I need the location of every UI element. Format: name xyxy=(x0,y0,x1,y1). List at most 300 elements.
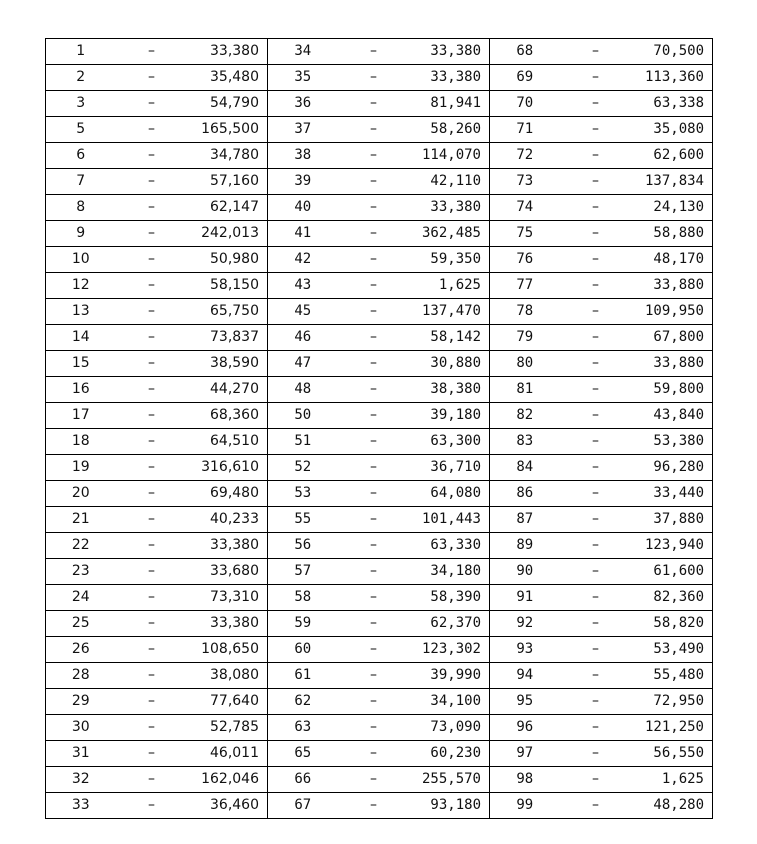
amount-cell: 33,380 xyxy=(410,195,490,221)
dash-cell: – xyxy=(116,611,188,637)
dash-cell: – xyxy=(338,403,410,429)
item-number-cell: 9 xyxy=(46,221,116,247)
dash-cell: – xyxy=(116,715,188,741)
table-row xyxy=(46,117,713,143)
amount-cell: 123,302 xyxy=(410,637,490,663)
item-number-cell: 36 xyxy=(268,91,338,117)
dash-cell: – xyxy=(116,247,188,273)
item-number-cell: 68 xyxy=(490,39,560,65)
dash-cell: – xyxy=(116,637,188,663)
item-number-cell: 65 xyxy=(268,741,338,767)
amount-cell: 69,480 xyxy=(188,481,268,507)
table-row xyxy=(46,403,713,429)
dash-cell: – xyxy=(560,611,632,637)
amount-cell: 60,230 xyxy=(410,741,490,767)
amount-cell: 52,785 xyxy=(188,715,268,741)
dash-cell: – xyxy=(116,689,188,715)
item-number-cell: 40 xyxy=(268,195,338,221)
dash-cell: – xyxy=(338,377,410,403)
item-number-cell: 72 xyxy=(490,143,560,169)
item-number-cell: 2 xyxy=(46,65,116,91)
item-number-cell: 41 xyxy=(268,221,338,247)
dash-cell: – xyxy=(338,741,410,767)
item-number-cell: 82 xyxy=(490,403,560,429)
dash-cell: – xyxy=(338,273,410,299)
dash-cell: – xyxy=(116,65,188,91)
amount-cell: 33,440 xyxy=(632,481,713,507)
dash-cell: – xyxy=(116,585,188,611)
table-row xyxy=(46,741,713,767)
item-number-cell: 92 xyxy=(490,611,560,637)
amount-cell: 72,950 xyxy=(632,689,713,715)
dash-cell: – xyxy=(338,221,410,247)
dash-cell: – xyxy=(338,611,410,637)
amount-cell: 162,046 xyxy=(188,767,268,793)
amount-cell: 63,330 xyxy=(410,533,490,559)
dash-cell: – xyxy=(560,429,632,455)
table-row xyxy=(46,767,713,793)
amount-cell: 165,500 xyxy=(188,117,268,143)
amount-cell: 38,380 xyxy=(410,377,490,403)
dash-cell: – xyxy=(560,169,632,195)
item-number-cell: 53 xyxy=(268,481,338,507)
dash-cell: – xyxy=(560,247,632,273)
item-number-cell: 28 xyxy=(46,663,116,689)
amount-cell: 37,880 xyxy=(632,507,713,533)
item-number-cell: 34 xyxy=(268,39,338,65)
table-body xyxy=(46,39,713,819)
table-row xyxy=(46,455,713,481)
dash-cell: – xyxy=(116,117,188,143)
dash-cell: – xyxy=(116,767,188,793)
item-number-cell: 47 xyxy=(268,351,338,377)
dash-cell: – xyxy=(116,273,188,299)
item-number-cell: 62 xyxy=(268,689,338,715)
dash-cell: – xyxy=(116,325,188,351)
dash-cell: – xyxy=(116,741,188,767)
item-number-cell: 61 xyxy=(268,663,338,689)
dash-cell: – xyxy=(338,663,410,689)
table-row xyxy=(46,351,713,377)
dash-cell: – xyxy=(338,247,410,273)
number-amount-table xyxy=(45,38,713,819)
dash-cell: – xyxy=(560,715,632,741)
dash-cell: – xyxy=(338,689,410,715)
table-row xyxy=(46,325,713,351)
item-number-cell: 80 xyxy=(490,351,560,377)
dash-cell: – xyxy=(560,143,632,169)
amount-cell: 56,550 xyxy=(632,741,713,767)
item-number-cell: 37 xyxy=(268,117,338,143)
dash-cell: – xyxy=(560,585,632,611)
amount-cell: 30,880 xyxy=(410,351,490,377)
dash-cell: – xyxy=(338,325,410,351)
item-number-cell: 78 xyxy=(490,299,560,325)
item-number-cell: 84 xyxy=(490,455,560,481)
item-number-cell: 50 xyxy=(268,403,338,429)
item-number-cell: 21 xyxy=(46,507,116,533)
dash-cell: – xyxy=(116,663,188,689)
item-number-cell: 66 xyxy=(268,767,338,793)
item-number-cell: 42 xyxy=(268,247,338,273)
amount-cell: 34,180 xyxy=(410,559,490,585)
item-number-cell: 6 xyxy=(46,143,116,169)
amount-cell: 38,590 xyxy=(188,351,268,377)
amount-cell: 62,600 xyxy=(632,143,713,169)
table-row xyxy=(46,65,713,91)
amount-cell: 59,350 xyxy=(410,247,490,273)
table-row xyxy=(46,39,713,65)
amount-cell: 1,625 xyxy=(410,273,490,299)
item-number-cell: 12 xyxy=(46,273,116,299)
amount-cell: 362,485 xyxy=(410,221,490,247)
dash-cell: – xyxy=(338,533,410,559)
amount-cell: 36,460 xyxy=(188,793,268,819)
item-number-cell: 32 xyxy=(46,767,116,793)
dash-cell: – xyxy=(560,741,632,767)
dash-cell: – xyxy=(116,429,188,455)
amount-cell: 53,380 xyxy=(632,429,713,455)
dash-cell: – xyxy=(560,637,632,663)
dash-cell: – xyxy=(560,39,632,65)
amount-cell: 33,880 xyxy=(632,273,713,299)
table-row xyxy=(46,221,713,247)
amount-cell: 63,300 xyxy=(410,429,490,455)
amount-cell: 73,310 xyxy=(188,585,268,611)
dash-cell: – xyxy=(338,169,410,195)
item-number-cell: 67 xyxy=(268,793,338,819)
dash-cell: – xyxy=(116,91,188,117)
item-number-cell: 94 xyxy=(490,663,560,689)
table-row xyxy=(46,299,713,325)
amount-cell: 57,160 xyxy=(188,169,268,195)
dash-cell: – xyxy=(338,429,410,455)
amount-cell: 123,940 xyxy=(632,533,713,559)
item-number-cell: 22 xyxy=(46,533,116,559)
table-row xyxy=(46,637,713,663)
item-number-cell: 18 xyxy=(46,429,116,455)
item-number-cell: 23 xyxy=(46,559,116,585)
amount-cell: 58,390 xyxy=(410,585,490,611)
amount-cell: 109,950 xyxy=(632,299,713,325)
table-row xyxy=(46,663,713,689)
dash-cell: – xyxy=(116,299,188,325)
item-number-cell: 19 xyxy=(46,455,116,481)
item-number-cell: 15 xyxy=(46,351,116,377)
dash-cell: – xyxy=(338,767,410,793)
amount-cell: 255,570 xyxy=(410,767,490,793)
amount-cell: 40,233 xyxy=(188,507,268,533)
amount-cell: 33,880 xyxy=(632,351,713,377)
item-number-cell: 71 xyxy=(490,117,560,143)
amount-cell: 54,790 xyxy=(188,91,268,117)
amount-cell: 53,490 xyxy=(632,637,713,663)
amount-cell: 96,280 xyxy=(632,455,713,481)
item-number-cell: 95 xyxy=(490,689,560,715)
amount-cell: 101,443 xyxy=(410,507,490,533)
dash-cell: – xyxy=(560,663,632,689)
item-number-cell: 31 xyxy=(46,741,116,767)
amount-cell: 61,600 xyxy=(632,559,713,585)
item-number-cell: 5 xyxy=(46,117,116,143)
dash-cell: – xyxy=(116,195,188,221)
amount-cell: 34,780 xyxy=(188,143,268,169)
item-number-cell: 1 xyxy=(46,39,116,65)
amount-cell: 33,380 xyxy=(410,39,490,65)
amount-cell: 36,710 xyxy=(410,455,490,481)
table-row xyxy=(46,559,713,585)
amount-cell: 113,360 xyxy=(632,65,713,91)
item-number-cell: 30 xyxy=(46,715,116,741)
amount-cell: 82,360 xyxy=(632,585,713,611)
amount-cell: 39,180 xyxy=(410,403,490,429)
table-row xyxy=(46,169,713,195)
amount-cell: 43,840 xyxy=(632,403,713,429)
dash-cell: – xyxy=(560,455,632,481)
amount-cell: 63,338 xyxy=(632,91,713,117)
dash-cell: – xyxy=(338,117,410,143)
table-row xyxy=(46,611,713,637)
amount-cell: 77,640 xyxy=(188,689,268,715)
dash-cell: – xyxy=(338,585,410,611)
amount-cell: 33,380 xyxy=(188,39,268,65)
item-number-cell: 59 xyxy=(268,611,338,637)
item-number-cell: 58 xyxy=(268,585,338,611)
amount-cell: 65,750 xyxy=(188,299,268,325)
dash-cell: – xyxy=(338,793,410,819)
dash-cell: – xyxy=(116,377,188,403)
item-number-cell: 97 xyxy=(490,741,560,767)
amount-cell: 93,180 xyxy=(410,793,490,819)
item-number-cell: 46 xyxy=(268,325,338,351)
item-number-cell: 89 xyxy=(490,533,560,559)
item-number-cell: 7 xyxy=(46,169,116,195)
item-number-cell: 87 xyxy=(490,507,560,533)
dash-cell: – xyxy=(116,559,188,585)
amount-cell: 242,013 xyxy=(188,221,268,247)
amount-cell: 58,880 xyxy=(632,221,713,247)
table-row xyxy=(46,377,713,403)
item-number-cell: 8 xyxy=(46,195,116,221)
item-number-cell: 43 xyxy=(268,273,338,299)
table-row xyxy=(46,91,713,117)
dash-cell: – xyxy=(560,793,632,819)
amount-cell: 38,080 xyxy=(188,663,268,689)
amount-cell: 58,150 xyxy=(188,273,268,299)
amount-cell: 58,260 xyxy=(410,117,490,143)
amount-cell: 81,941 xyxy=(410,91,490,117)
item-number-cell: 98 xyxy=(490,767,560,793)
item-number-cell: 29 xyxy=(46,689,116,715)
dash-cell: – xyxy=(560,299,632,325)
dash-cell: – xyxy=(116,351,188,377)
dash-cell: – xyxy=(560,117,632,143)
dash-cell: – xyxy=(116,533,188,559)
item-number-cell: 17 xyxy=(46,403,116,429)
item-number-cell: 14 xyxy=(46,325,116,351)
table-row xyxy=(46,273,713,299)
dash-cell: – xyxy=(560,325,632,351)
item-number-cell: 33 xyxy=(46,793,116,819)
item-number-cell: 63 xyxy=(268,715,338,741)
item-number-cell: 73 xyxy=(490,169,560,195)
item-number-cell: 26 xyxy=(46,637,116,663)
item-number-cell: 91 xyxy=(490,585,560,611)
item-number-cell: 38 xyxy=(268,143,338,169)
amount-cell: 73,837 xyxy=(188,325,268,351)
dash-cell: – xyxy=(560,689,632,715)
amount-cell: 64,510 xyxy=(188,429,268,455)
item-number-cell: 55 xyxy=(268,507,338,533)
amount-cell: 58,820 xyxy=(632,611,713,637)
amount-cell: 316,610 xyxy=(188,455,268,481)
amount-cell: 64,080 xyxy=(410,481,490,507)
item-number-cell: 48 xyxy=(268,377,338,403)
item-number-cell: 16 xyxy=(46,377,116,403)
table-row xyxy=(46,793,713,819)
dash-cell: – xyxy=(338,65,410,91)
amount-cell: 39,990 xyxy=(410,663,490,689)
item-number-cell: 35 xyxy=(268,65,338,91)
dash-cell: – xyxy=(116,507,188,533)
dash-cell: – xyxy=(338,143,410,169)
item-number-cell: 24 xyxy=(46,585,116,611)
item-number-cell: 93 xyxy=(490,637,560,663)
amount-cell: 35,080 xyxy=(632,117,713,143)
amount-cell: 114,070 xyxy=(410,143,490,169)
item-number-cell: 13 xyxy=(46,299,116,325)
dash-cell: – xyxy=(560,767,632,793)
item-number-cell: 79 xyxy=(490,325,560,351)
dash-cell: – xyxy=(116,39,188,65)
table-row xyxy=(46,585,713,611)
amount-cell: 137,470 xyxy=(410,299,490,325)
dash-cell: – xyxy=(116,143,188,169)
dash-cell: – xyxy=(560,195,632,221)
dash-cell: – xyxy=(560,221,632,247)
amount-cell: 55,480 xyxy=(632,663,713,689)
item-number-cell: 52 xyxy=(268,455,338,481)
table-row xyxy=(46,247,713,273)
table-row xyxy=(46,143,713,169)
amount-cell: 33,380 xyxy=(188,611,268,637)
amount-cell: 121,250 xyxy=(632,715,713,741)
dash-cell: – xyxy=(560,65,632,91)
item-number-cell: 90 xyxy=(490,559,560,585)
dash-cell: – xyxy=(338,91,410,117)
item-number-cell: 60 xyxy=(268,637,338,663)
dash-cell: – xyxy=(560,507,632,533)
amount-cell: 46,011 xyxy=(188,741,268,767)
dash-cell: – xyxy=(116,221,188,247)
item-number-cell: 75 xyxy=(490,221,560,247)
amount-cell: 33,380 xyxy=(188,533,268,559)
amount-cell: 50,980 xyxy=(188,247,268,273)
amount-cell: 1,625 xyxy=(632,767,713,793)
amount-cell: 108,650 xyxy=(188,637,268,663)
item-number-cell: 10 xyxy=(46,247,116,273)
item-number-cell: 39 xyxy=(268,169,338,195)
item-number-cell: 20 xyxy=(46,481,116,507)
amount-cell: 42,110 xyxy=(410,169,490,195)
item-number-cell: 3 xyxy=(46,91,116,117)
amount-cell: 33,680 xyxy=(188,559,268,585)
amount-cell: 58,142 xyxy=(410,325,490,351)
dash-cell: – xyxy=(338,39,410,65)
table-row xyxy=(46,715,713,741)
amount-cell: 35,480 xyxy=(188,65,268,91)
amount-cell: 48,280 xyxy=(632,793,713,819)
amount-cell: 34,100 xyxy=(410,689,490,715)
table-row xyxy=(46,507,713,533)
amount-cell: 73,090 xyxy=(410,715,490,741)
dash-cell: – xyxy=(338,637,410,663)
item-number-cell: 45 xyxy=(268,299,338,325)
dash-cell: – xyxy=(338,195,410,221)
item-number-cell: 57 xyxy=(268,559,338,585)
table-row xyxy=(46,481,713,507)
item-number-cell: 70 xyxy=(490,91,560,117)
dash-cell: – xyxy=(560,91,632,117)
amount-cell: 62,370 xyxy=(410,611,490,637)
item-number-cell: 99 xyxy=(490,793,560,819)
item-number-cell: 77 xyxy=(490,273,560,299)
dash-cell: – xyxy=(560,377,632,403)
item-number-cell: 76 xyxy=(490,247,560,273)
amount-cell: 70,500 xyxy=(632,39,713,65)
item-number-cell: 56 xyxy=(268,533,338,559)
dash-cell: – xyxy=(116,455,188,481)
item-number-cell: 81 xyxy=(490,377,560,403)
dash-cell: – xyxy=(560,403,632,429)
amount-cell: 137,834 xyxy=(632,169,713,195)
amount-cell: 48,170 xyxy=(632,247,713,273)
dash-cell: – xyxy=(116,793,188,819)
dash-cell: – xyxy=(338,455,410,481)
table-row xyxy=(46,533,713,559)
dash-cell: – xyxy=(560,533,632,559)
table-row xyxy=(46,195,713,221)
dash-cell: – xyxy=(338,715,410,741)
dash-cell: – xyxy=(116,403,188,429)
dash-cell: – xyxy=(338,481,410,507)
amount-cell: 44,270 xyxy=(188,377,268,403)
dash-cell: – xyxy=(560,559,632,585)
item-number-cell: 25 xyxy=(46,611,116,637)
amount-cell: 62,147 xyxy=(188,195,268,221)
dash-cell: – xyxy=(338,299,410,325)
amount-cell: 67,800 xyxy=(632,325,713,351)
dash-cell: – xyxy=(560,481,632,507)
dash-cell: – xyxy=(338,507,410,533)
dash-cell: – xyxy=(338,351,410,377)
item-number-cell: 51 xyxy=(268,429,338,455)
dash-cell: – xyxy=(560,351,632,377)
amount-cell: 68,360 xyxy=(188,403,268,429)
dash-cell: – xyxy=(560,273,632,299)
dash-cell: – xyxy=(116,169,188,195)
table-row xyxy=(46,689,713,715)
item-number-cell: 83 xyxy=(490,429,560,455)
item-number-cell: 86 xyxy=(490,481,560,507)
table-row xyxy=(46,429,713,455)
amount-cell: 33,380 xyxy=(410,65,490,91)
dash-cell: – xyxy=(116,481,188,507)
item-number-cell: 96 xyxy=(490,715,560,741)
dash-cell: – xyxy=(338,559,410,585)
amount-cell: 24,130 xyxy=(632,195,713,221)
amount-cell: 59,800 xyxy=(632,377,713,403)
